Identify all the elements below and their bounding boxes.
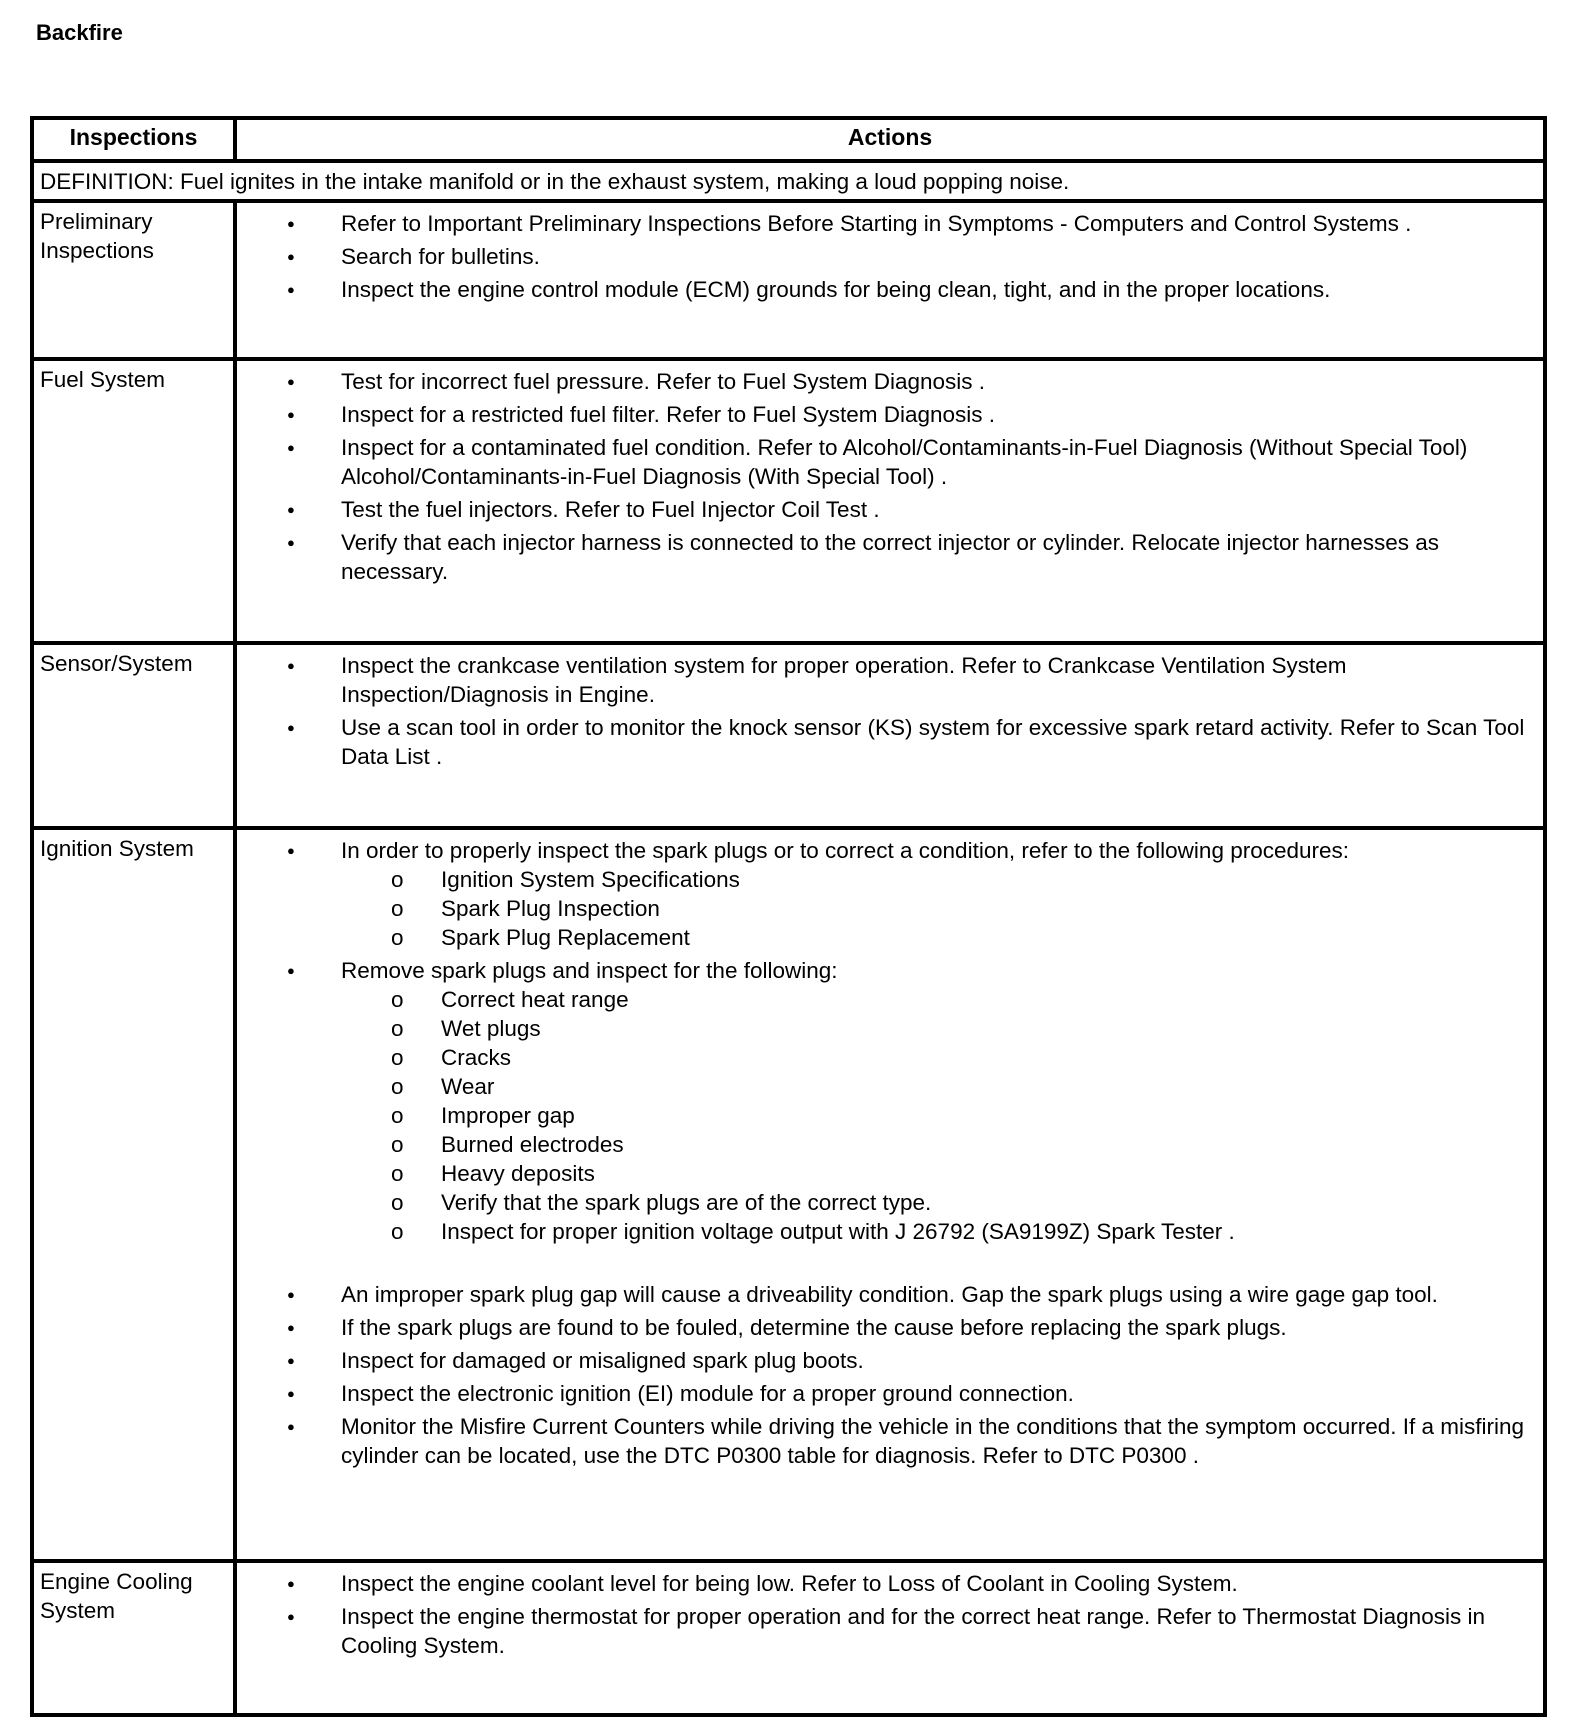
- sub-item: o Inspect for proper ignition voltage output with J 26792 (SA9199Z) Spark Tester .: [341, 1217, 1537, 1246]
- action-item-text: Remove spark plugs and inspect for the following:: [341, 958, 838, 983]
- inspection-cell: Ignition System: [32, 828, 235, 1561]
- actions-cell: [235, 1561, 1545, 1715]
- actions-cell: [235, 201, 1545, 359]
- column-header-actions: Actions: [235, 118, 1545, 161]
- inspection-cell: Sensor/System: [32, 643, 235, 828]
- table-row: [32, 201, 1545, 359]
- action-list: [237, 651, 1537, 771]
- action-item-text: In order to properly inspect the spark plugs or to correct a condition, refer to the following procedures:: [341, 838, 1350, 863]
- action-list: [237, 209, 1537, 304]
- sub-item: o Improper gap: [341, 1101, 1537, 1130]
- sub-item: o Correct heat range: [341, 985, 1537, 1014]
- actions-cell: [235, 828, 1545, 1561]
- action-list: [237, 1280, 1537, 1470]
- action-list: [237, 367, 1537, 586]
- page-title: Backfire: [36, 20, 123, 45]
- action-item: ● Inspect the engine control module (ECM) grounds for being clean, tight, and in the proper locations.: [237, 275, 1537, 304]
- list-spacer: [237, 1250, 1537, 1280]
- action-item: ● Inspect for a contaminated fuel condition. Refer to Alcohol/Contaminants-in-Fuel Diagnosis (Without Special Tool) Alcohol/Contaminants-in-Fuel Diagnosis (With Special Tool) .: [237, 433, 1537, 491]
- action-item: ● Verify that each injector harness is connected to the correct injector or cylinder. Relocate injector harnesses as necessary.: [237, 528, 1537, 586]
- action-item: ● Monitor the Misfire Current Counters while driving the vehicle in the conditions that the symptom occurred. If a misfiring cylinder can be located, use the DTC P0300 table for diagnosis. Refer to DTC P0300 .: [237, 1412, 1537, 1470]
- actions-cell: [235, 643, 1545, 828]
- actions-cell: [235, 359, 1545, 643]
- table-row: [32, 643, 1545, 828]
- action-item: ● Inspect for a restricted fuel filter. Refer to Fuel System Diagnosis .: [237, 400, 1537, 429]
- sub-item: o Spark Plug Inspection: [341, 894, 1537, 923]
- action-list: [237, 1569, 1537, 1660]
- action-item: ● Inspect the crankcase ventilation system for proper operation. Refer to Crankcase Ventilation System Inspection/Diagnosis in Engine.: [237, 651, 1537, 709]
- action-item: ● Use a scan tool in order to monitor the knock sensor (KS) system for excessive spark retard activity. Refer to Scan Tool Data List .: [237, 713, 1537, 771]
- sub-item: o Wet plugs: [341, 1014, 1537, 1043]
- action-item: ● Inspect for damaged or misaligned spark plug boots.: [237, 1346, 1537, 1375]
- column-header-inspections: Inspections: [32, 118, 235, 161]
- sub-list: [341, 865, 1537, 952]
- action-item: ● Test the fuel injectors. Refer to Fuel Injector Coil Test .: [237, 495, 1537, 524]
- sub-list: [341, 985, 1537, 1246]
- table-row: [32, 1561, 1545, 1715]
- action-item: [237, 836, 1537, 952]
- table-row: [32, 828, 1545, 1561]
- action-list: [237, 836, 1537, 1246]
- backfire-table: [30, 116, 1547, 1717]
- action-item: ● Inspect the electronic ignition (EI) module for a proper ground connection.: [237, 1379, 1537, 1408]
- action-item: [237, 956, 1537, 1246]
- action-item: ● An improper spark plug gap will cause a driveability condition. Gap the spark plugs using a wire gage gap tool.: [237, 1280, 1537, 1309]
- table-row: [32, 359, 1545, 643]
- action-item: ● Refer to Important Preliminary Inspections Before Starting in Symptoms - Computers and Control Systems .: [237, 209, 1537, 238]
- sub-item: o Ignition System Specifications: [341, 865, 1537, 894]
- sub-item: o Verify that the spark plugs are of the correct type.: [341, 1188, 1537, 1217]
- inspection-cell: Fuel System: [32, 359, 235, 643]
- sub-item: o Wear: [341, 1072, 1537, 1101]
- action-item: ● Inspect the engine thermostat for proper operation and for the correct heat range. Refer to Thermostat Diagnosis in Cooling System.: [237, 1602, 1537, 1660]
- action-item: ● If the spark plugs are found to be fouled, determine the cause before replacing the spark plugs.: [237, 1313, 1537, 1342]
- definition-text: DEFINITION: Fuel ignites in the intake manifold or in the exhaust system, making a loud popping noise.: [32, 161, 1545, 201]
- sub-item: o Burned electrodes: [341, 1130, 1537, 1159]
- action-item: ● Inspect the engine coolant level for being low. Refer to Loss of Coolant in Cooling System.: [237, 1569, 1537, 1598]
- action-item: ● Search for bulletins.: [237, 242, 1537, 271]
- action-item: ● Test for incorrect fuel pressure. Refer to Fuel System Diagnosis .: [237, 367, 1537, 396]
- inspection-cell: Engine Cooling System: [32, 1561, 235, 1715]
- definition-row: [32, 161, 1545, 201]
- inspection-cell: Preliminary Inspections: [32, 201, 235, 359]
- sub-item: o Spark Plug Replacement: [341, 923, 1537, 952]
- sub-item: o Heavy deposits: [341, 1159, 1537, 1188]
- header-row: [32, 118, 1545, 161]
- sub-item: o Cracks: [341, 1043, 1537, 1072]
